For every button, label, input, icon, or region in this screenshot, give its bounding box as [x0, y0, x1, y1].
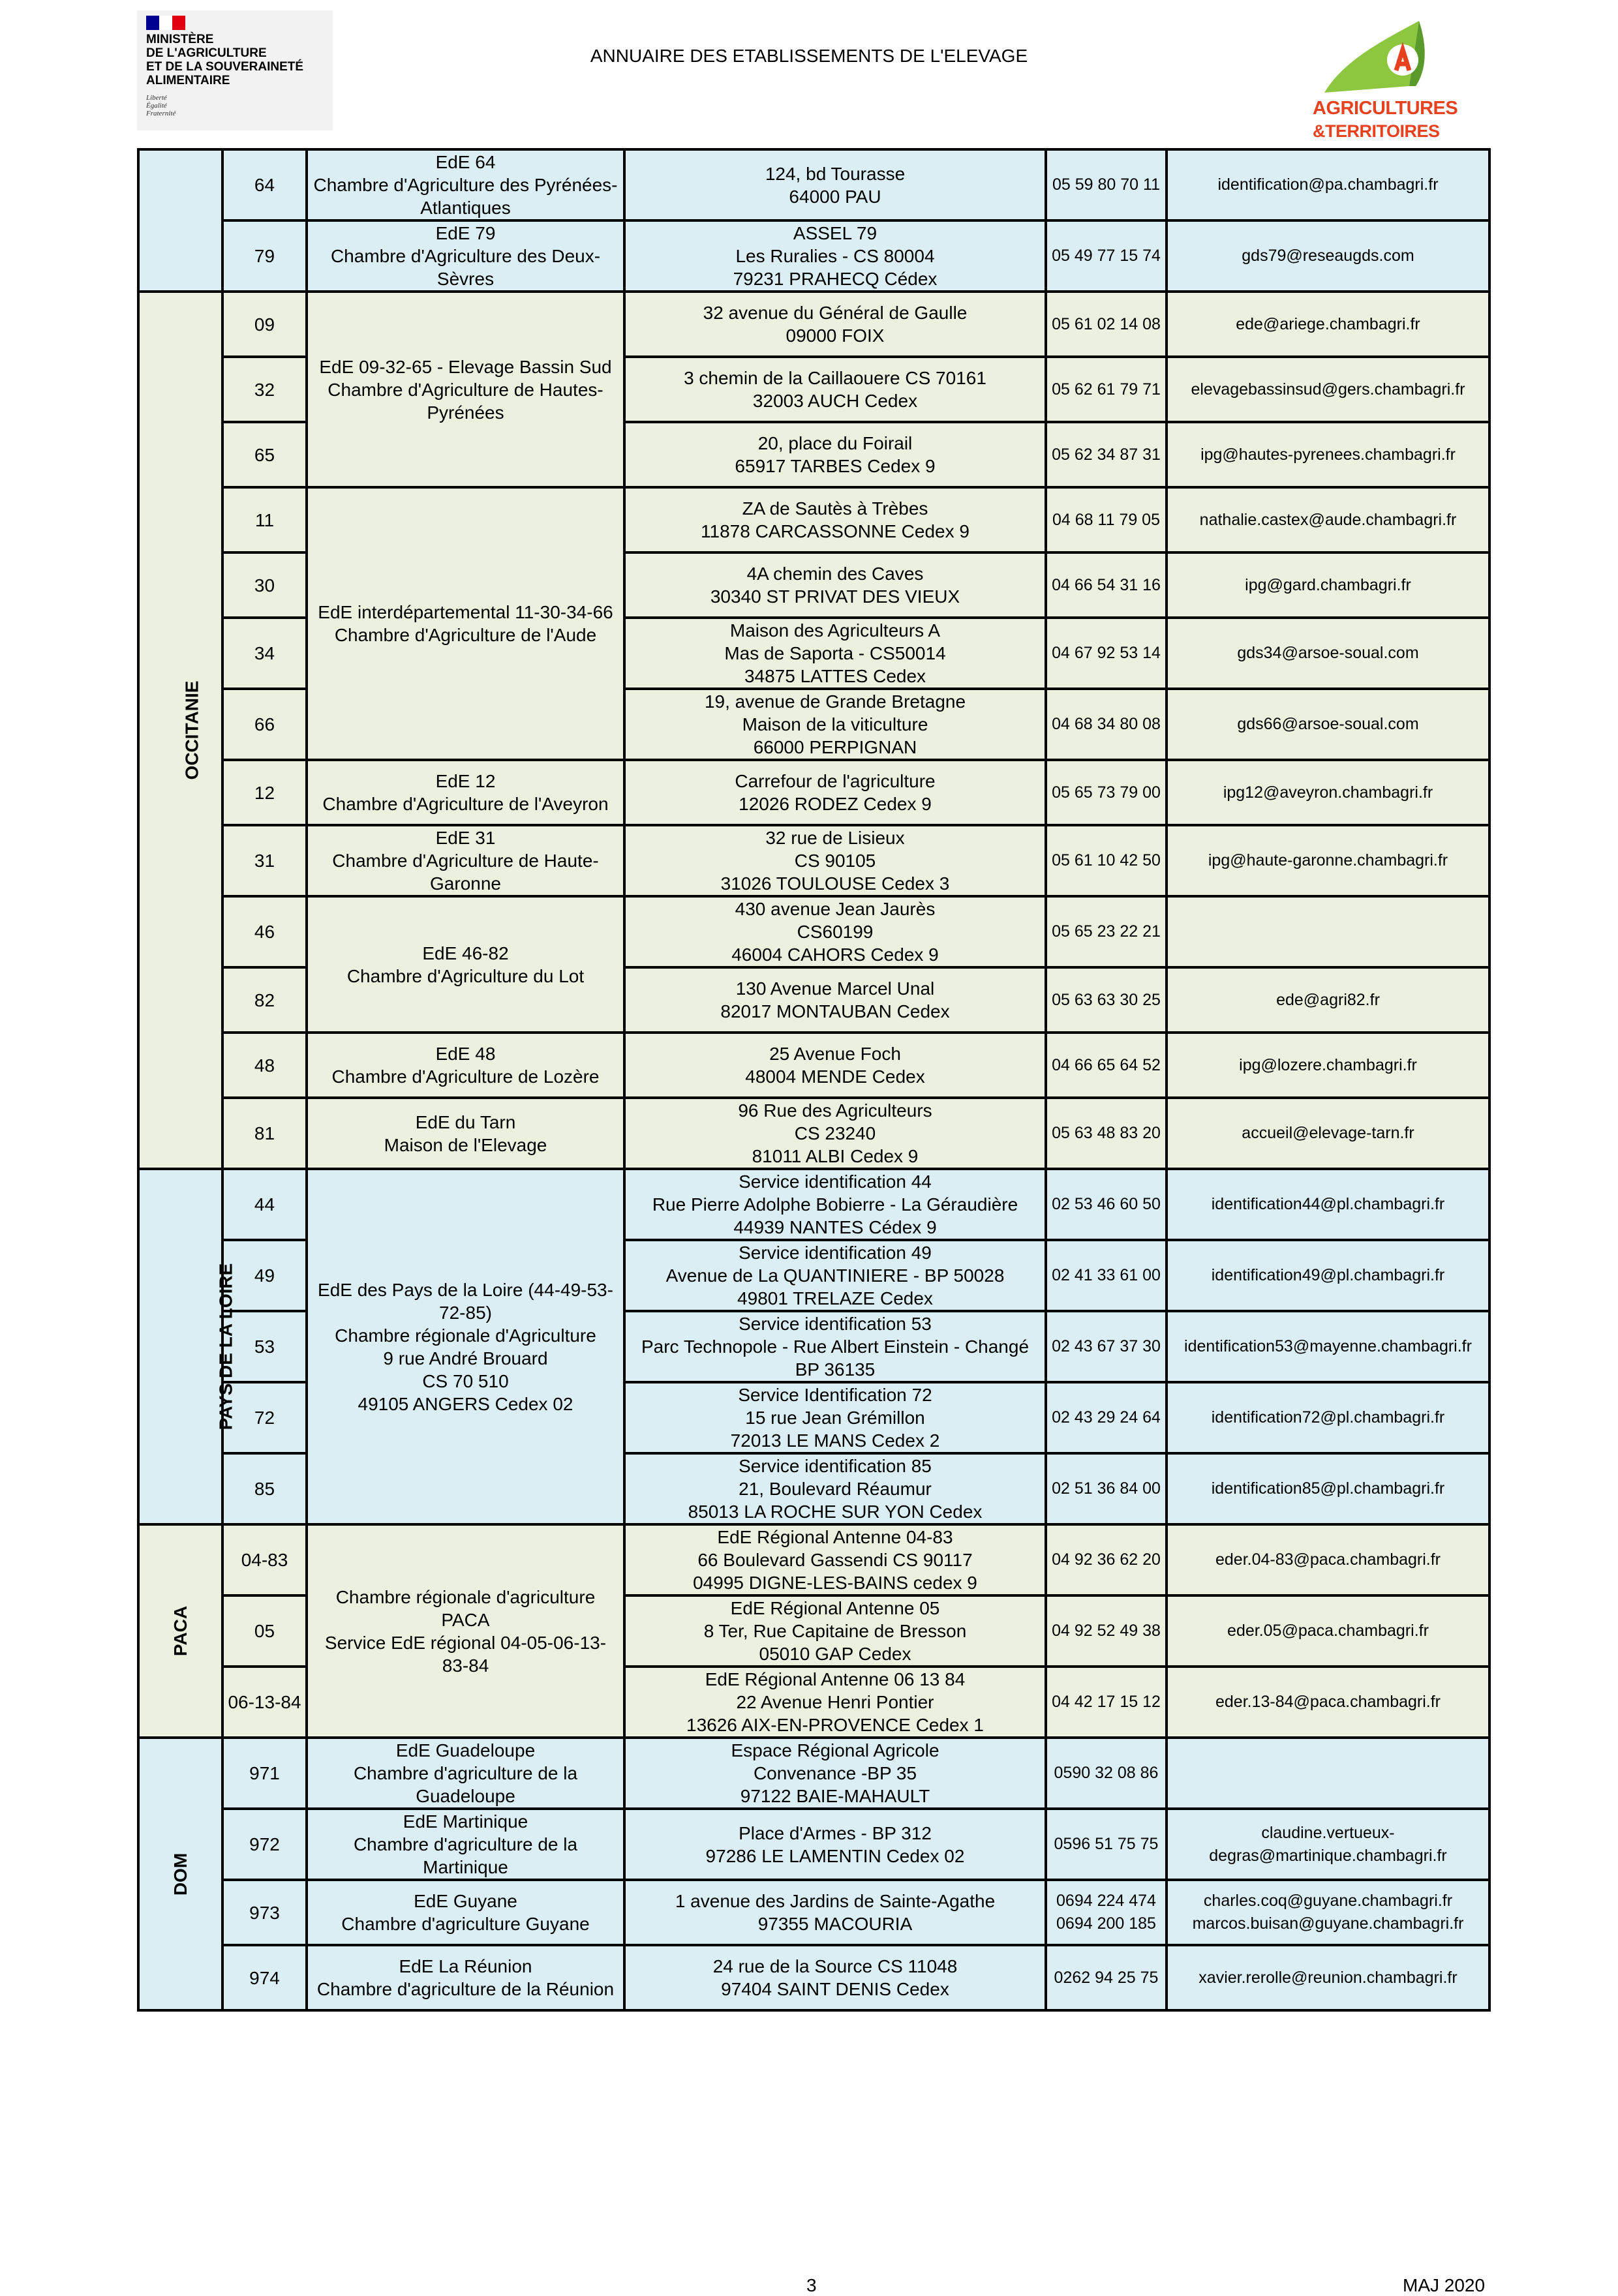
- phone-cell: 04 42 17 15 12: [1046, 1667, 1167, 1738]
- page-number: 3: [806, 2275, 817, 2295]
- dept-cell: 32: [222, 357, 307, 422]
- dept-cell: 65: [222, 422, 307, 487]
- email-cell: ipg12@aveyron.chambagri.fr: [1167, 760, 1489, 825]
- phone-cell: 02 43 67 37 30: [1046, 1311, 1167, 1382]
- dept-cell: 82: [222, 967, 307, 1033]
- email-cell: ipg@haute-garonne.chambagri.fr: [1167, 825, 1489, 896]
- email-cell: gds34@arsoe-soual.com: [1167, 618, 1489, 689]
- address-cell: Espace Régional Agricole Convenance -BP 35 97122 BAIE-MAHAULT: [624, 1738, 1046, 1809]
- region-cell-pays-de-la-loire: [138, 1169, 236, 1524]
- organization-cell: EdE Guadeloupe Chambre d'agriculture de la Guadeloupe: [307, 1738, 624, 1809]
- table-row: [138, 1033, 1489, 1098]
- dept-cell: 972: [222, 1809, 307, 1880]
- organization-cell: EdE 46-82 Chambre d'Agriculture du Lot: [307, 896, 624, 1033]
- dept-cell: 81: [222, 1098, 307, 1169]
- phone-cell: 0596 51 75 75: [1046, 1809, 1167, 1880]
- email-cell: claudine.vertueux- degras@martinique.chambagri.fr: [1167, 1809, 1489, 1880]
- table-row: [138, 487, 1489, 552]
- organization-cell: EdE 79 Chambre d'Agriculture des Deux- Sèvres: [307, 220, 624, 292]
- address-cell: Carrefour de l'agriculture 12026 RODEZ Cedex 9: [624, 760, 1046, 825]
- organization-cell: Chambre régionale d'agriculture PACA Service EdE régional 04-05-06-13- 83-84: [307, 1524, 624, 1738]
- dept-cell: 31: [222, 825, 307, 896]
- address-cell: 19, avenue de Grande Bretagne Maison de la viticulture 66000 PERPIGNAN: [624, 689, 1046, 760]
- organization-cell: EdE 31 Chambre d'Agriculture de Haute- Garonne: [307, 825, 624, 896]
- document-title: ANNUAIRE DES ETABLISSEMENTS DE L'ELEVAGE: [590, 46, 1028, 66]
- phone-cell: 05 63 63 30 25: [1046, 967, 1167, 1033]
- table-row: [138, 1809, 1489, 1880]
- phone-cell: 02 53 46 60 50: [1046, 1169, 1167, 1240]
- dept-cell: 09: [222, 292, 307, 357]
- email-cell: gds79@reseaugds.com: [1167, 220, 1489, 292]
- directory-table: [137, 148, 1491, 2012]
- email-cell: eder.13-84@paca.chambagri.fr: [1167, 1667, 1489, 1738]
- update-date: MAJ 2020: [1403, 2275, 1486, 2295]
- ministry-motto: Liberté Égalité Fraternité: [146, 94, 176, 117]
- dept-cell: 64: [222, 149, 307, 220]
- email-cell: identification53@mayenne.chambagri.fr: [1167, 1311, 1489, 1382]
- email-cell: ipg@hautes-pyrenees.chambagri.fr: [1167, 422, 1489, 487]
- agricultures-territoires-logo: [1305, 14, 1474, 145]
- email-cell: [1167, 896, 1489, 967]
- phone-cell: 05 65 23 22 21: [1046, 896, 1167, 967]
- region-label: DOM: [170, 1852, 191, 1896]
- dept-cell: 53: [222, 1311, 307, 1382]
- address-cell: EdE Régional Antenne 04-83 66 Boulevard Gassendi CS 90117 04995 DIGNE-LES-BAINS cedex 9: [624, 1524, 1046, 1595]
- ministry-logo: [137, 10, 333, 130]
- email-cell: charles.coq@guyane.chambagri.fr marcos.buisan@guyane.chambagri.fr: [1167, 1880, 1489, 1945]
- email-cell: ede@ariege.chambagri.fr: [1167, 292, 1489, 357]
- phone-cell: 05 49 77 15 74: [1046, 220, 1167, 292]
- phone-cell: 04 92 52 49 38: [1046, 1595, 1167, 1667]
- table-row: [138, 896, 1489, 967]
- dept-cell: 79: [222, 220, 307, 292]
- phone-cell: 02 41 33 61 00: [1046, 1240, 1167, 1311]
- dept-cell: 72: [222, 1382, 307, 1453]
- dept-cell: 971: [222, 1738, 307, 1809]
- organization-cell: EdE Martinique Chambre d'agriculture de la Martinique: [307, 1809, 624, 1880]
- organization-cell: EdE Guyane Chambre d'agriculture Guyane: [307, 1880, 624, 1945]
- address-cell: Service identification 53 Parc Technopole - Rue Albert Einstein - Changé BP 36135: [624, 1311, 1046, 1382]
- dept-cell: 66: [222, 689, 307, 760]
- email-cell: ede@agri82.fr: [1167, 967, 1489, 1033]
- organization-cell: EdE 12 Chambre d'Agriculture de l'Aveyron: [307, 760, 624, 825]
- phone-cell: 0262 94 25 75: [1046, 1945, 1167, 2010]
- email-cell: identification44@pl.chambagri.fr: [1167, 1169, 1489, 1240]
- address-cell: 25 Avenue Foch 48004 MENDE Cedex: [624, 1033, 1046, 1098]
- region-label: PAYS DE LA LOIRE: [215, 1263, 236, 1430]
- address-cell: EdE Régional Antenne 06 13 84 22 Avenue Henri Pontier 13626 AIX-EN-PROVENCE Cedex 1: [624, 1667, 1046, 1738]
- dept-cell: 11: [222, 487, 307, 552]
- email-cell: gds66@arsoe-soual.com: [1167, 689, 1489, 760]
- email-cell: elevagebassinsud@gers.chambagri.fr: [1167, 357, 1489, 422]
- address-cell: Service identification 85 21, Boulevard Réaumur 85013 LA ROCHE SUR YON Cedex: [624, 1453, 1046, 1524]
- table-row: [138, 292, 1489, 357]
- logo-word-agricultures: AGRICULTURES: [1313, 98, 1458, 119]
- email-cell: ipg@gard.chambagri.fr: [1167, 552, 1489, 618]
- email-cell: [1167, 1738, 1489, 1809]
- phone-cell: 05 62 34 87 31: [1046, 422, 1167, 487]
- phone-cell: 02 43 29 24 64: [1046, 1382, 1167, 1453]
- dept-cell: 48: [222, 1033, 307, 1098]
- ministry-name: MINISTÈRE DE L'AGRICULTURE ET DE LA SOUVERAINETÉ ALIMENTAIRE: [146, 33, 304, 87]
- email-cell: identification72@pl.chambagri.fr: [1167, 1382, 1489, 1453]
- address-cell: 24 rue de la Source CS 11048 97404 SAINT DENIS Cedex: [624, 1945, 1046, 2010]
- address-cell: Maison des Agriculteurs A Mas de Saporta - CS50014 34875 LATTES Cedex: [624, 618, 1046, 689]
- address-cell: ZA de Sautès à Trèbes 11878 CARCASSONNE Cedex 9: [624, 487, 1046, 552]
- phone-cell: 04 68 34 80 08: [1046, 689, 1167, 760]
- email-cell: identification49@pl.chambagri.fr: [1167, 1240, 1489, 1311]
- address-cell: 32 rue de Lisieux CS 90105 31026 TOULOUSE Cedex 3: [624, 825, 1046, 896]
- table-row: [138, 149, 1489, 220]
- address-cell: Place d'Armes - BP 312 97286 LE LAMENTIN Cedex 02: [624, 1809, 1046, 1880]
- region-cell-occitanie: [138, 292, 222, 1169]
- address-cell: EdE Régional Antenne 05 8 Ter, Rue Capitaine de Bresson 05010 GAP Cedex: [624, 1595, 1046, 1667]
- address-cell: ASSEL 79 Les Ruralies - CS 80004 79231 PRAHECQ Cédex: [624, 220, 1046, 292]
- phone-cell: 05 61 02 14 08: [1046, 292, 1167, 357]
- phone-cell: 02 51 36 84 00: [1046, 1453, 1167, 1524]
- region-cell-dom: [138, 1738, 222, 2010]
- dept-cell: 30: [222, 552, 307, 618]
- phone-cell: 04 67 92 53 14: [1046, 618, 1167, 689]
- table-row: [138, 1098, 1489, 1169]
- phone-cell: 05 65 73 79 00: [1046, 760, 1167, 825]
- phone-cell: 05 59 80 70 11: [1046, 149, 1167, 220]
- email-cell: ipg@lozere.chambagri.fr: [1167, 1033, 1489, 1098]
- logo-word-territoires: &TERRITOIRES: [1313, 121, 1440, 141]
- dept-cell: 04-83: [222, 1524, 307, 1595]
- organization-cell: EdE La Réunion Chambre d'agriculture de la Réunion: [307, 1945, 624, 2010]
- dept-cell: 34: [222, 618, 307, 689]
- phone-cell: 04 68 11 79 05: [1046, 487, 1167, 552]
- email-cell: nathalie.castex@aude.chambagri.fr: [1167, 487, 1489, 552]
- dept-cell: 44: [222, 1169, 307, 1240]
- address-cell: 4A chemin des Caves 30340 ST PRIVAT DES VIEUX: [624, 552, 1046, 618]
- phone-cell: 04 66 54 31 16: [1046, 552, 1167, 618]
- address-cell: 130 Avenue Marcel Unal 82017 MONTAUBAN Cedex: [624, 967, 1046, 1033]
- address-cell: Service Identification 72 15 rue Jean Grémillon 72013 LE MANS Cedex 2: [624, 1382, 1046, 1453]
- table-row: [138, 1524, 1489, 1595]
- region-label: OCCITANIE: [181, 680, 202, 780]
- phone-cell: 05 61 10 42 50: [1046, 825, 1167, 896]
- organization-cell: EdE interdépartemental 11-30-34-66 Chambre d'Agriculture de l'Aude: [307, 487, 624, 760]
- region-label: PACA: [170, 1605, 191, 1657]
- table-row: [138, 1945, 1489, 2010]
- phone-cell: 05 62 61 79 71: [1046, 357, 1167, 422]
- phone-cell: 04 92 36 62 20: [1046, 1524, 1167, 1595]
- phone-cell: 04 66 65 64 52: [1046, 1033, 1167, 1098]
- phone-cell: 0694 224 474 0694 200 185: [1046, 1880, 1167, 1945]
- organization-cell: EdE 09-32-65 - Elevage Bassin Sud Chambre d'Agriculture de Hautes- Pyrénées: [307, 292, 624, 487]
- french-flag-icon: [146, 16, 185, 30]
- table-row: [138, 1169, 1489, 1240]
- email-cell: accueil@elevage-tarn.fr: [1167, 1098, 1489, 1169]
- dept-cell: 974: [222, 1945, 307, 2010]
- organization-cell: EdE du Tarn Maison de l'Elevage: [307, 1098, 624, 1169]
- email-cell: xavier.rerolle@reunion.chambagri.fr: [1167, 1945, 1489, 2010]
- table-row: [138, 825, 1489, 896]
- organization-cell: EdE des Pays de la Loire (44-49-53- 72-85) Chambre régionale d'Agriculture 9 rue André Brouard CS 70 510 49105 ANGERS Cedex 02: [307, 1169, 624, 1524]
- address-cell: 124, bd Tourasse 64000 PAU: [624, 149, 1046, 220]
- phone-cell: 0590 32 08 86: [1046, 1738, 1167, 1809]
- region-cell-paca: [138, 1524, 222, 1738]
- phone-cell: 05 63 48 83 20: [1046, 1098, 1167, 1169]
- table-row: [138, 1880, 1489, 1945]
- address-cell: 3 chemin de la Caillaouere CS 70161 32003 AUCH Cedex: [624, 357, 1046, 422]
- organization-cell: EdE 64 Chambre d'Agriculture des Pyrénées- Atlantiques: [307, 149, 624, 220]
- email-cell: eder.05@paca.chambagri.fr: [1167, 1595, 1489, 1667]
- email-cell: identification@pa.chambagri.fr: [1167, 149, 1489, 220]
- table-row: [138, 1738, 1489, 1809]
- dept-cell: 46: [222, 896, 307, 967]
- dept-cell: 85: [222, 1453, 307, 1524]
- address-cell: 32 avenue du Général de Gaulle 09000 FOIX: [624, 292, 1046, 357]
- address-cell: Service identification 49 Avenue de La QUANTINIERE - BP 50028 49801 TRELAZE Cedex: [624, 1240, 1046, 1311]
- address-cell: Service identification 44 Rue Pierre Adolphe Bobierre - La Géraudière 44939 NANTES Cédex 9: [624, 1169, 1046, 1240]
- table-row: [138, 220, 1489, 292]
- address-cell: 1 avenue des Jardins de Sainte-Agathe 97355 MACOURIA: [624, 1880, 1046, 1945]
- email-cell: eder.04-83@paca.chambagri.fr: [1167, 1524, 1489, 1595]
- email-cell: identification85@pl.chambagri.fr: [1167, 1453, 1489, 1524]
- region-cell-previous: [138, 149, 222, 292]
- organization-cell: EdE 48 Chambre d'Agriculture de Lozère: [307, 1033, 624, 1098]
- address-cell: 430 avenue Jean Jaurès CS60199 46004 CAHORS Cedex 9: [624, 896, 1046, 967]
- address-cell: 96 Rue des Agriculteurs CS 23240 81011 ALBI Cedex 9: [624, 1098, 1046, 1169]
- leaf-logo-icon: [1305, 14, 1474, 99]
- dept-cell: 973: [222, 1880, 307, 1945]
- dept-cell: 06-13-84: [222, 1667, 307, 1738]
- address-cell: 20, place du Foirail 65917 TARBES Cedex 9: [624, 422, 1046, 487]
- dept-cell: 12: [222, 760, 307, 825]
- table-row: [138, 760, 1489, 825]
- dept-cell: 49: [222, 1240, 307, 1311]
- dept-cell: 05: [222, 1595, 307, 1667]
